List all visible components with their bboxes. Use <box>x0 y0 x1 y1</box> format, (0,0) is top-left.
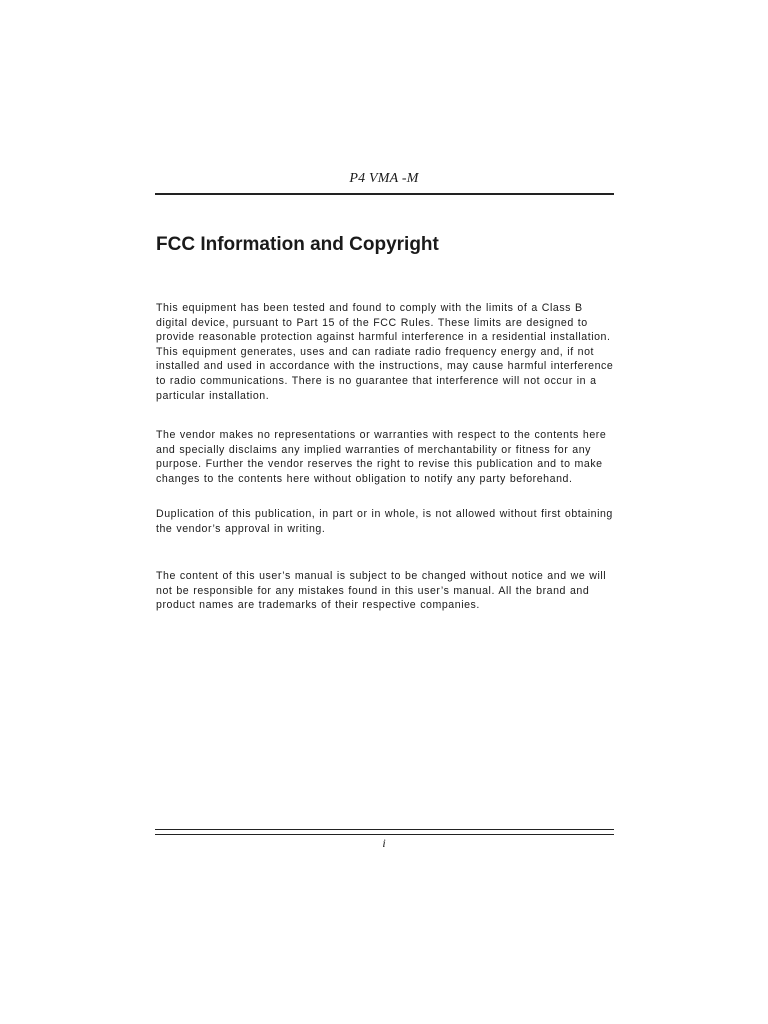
page-title: FCC Information and Copyright <box>156 234 439 255</box>
duplication-notice-paragraph: Duplication of this publication, in part or in whole, is not allowed without first obtaining the vendor’s approval in writing. <box>156 508 613 535</box>
page-number: i <box>382 836 386 850</box>
footer-rule-top <box>155 829 614 830</box>
running-header-title: P4 VMA -M <box>349 171 419 186</box>
vendor-disclaimer-paragraph: The vendor makes no representations or warranties with respect to the contents here and specially disclaims any implied warranties of merchantability or fitness for any purpose. Further the vendor reserves the right to revise this publication and to make changes to the contents here without obligation to notify any party beforehand. <box>156 429 607 485</box>
content-change-paragraph: The content of this user’s manual is subject to be changed without notice and we will not be responsible for any mistakes found in this user’s manual. All the brand and product names are trademarks of their respective companies. <box>156 570 607 612</box>
fcc-compliance-paragraph: This equipment has been tested and found to comply with the limits of a Class B digital device, pursuant to Part 15 of the FCC Rules. These limits are designed to provide reasonable protection against harmful interference in a residential installation. This equipment generates, uses and can radiate radio frequency energy and, if not installed and used in accordance with the instructions, may cause harmful interference to radio communications. There is no guarantee that interference will not occur in a particular installation. <box>156 302 614 402</box>
footer-rule-bottom <box>155 834 614 835</box>
header-rule <box>155 193 614 195</box>
